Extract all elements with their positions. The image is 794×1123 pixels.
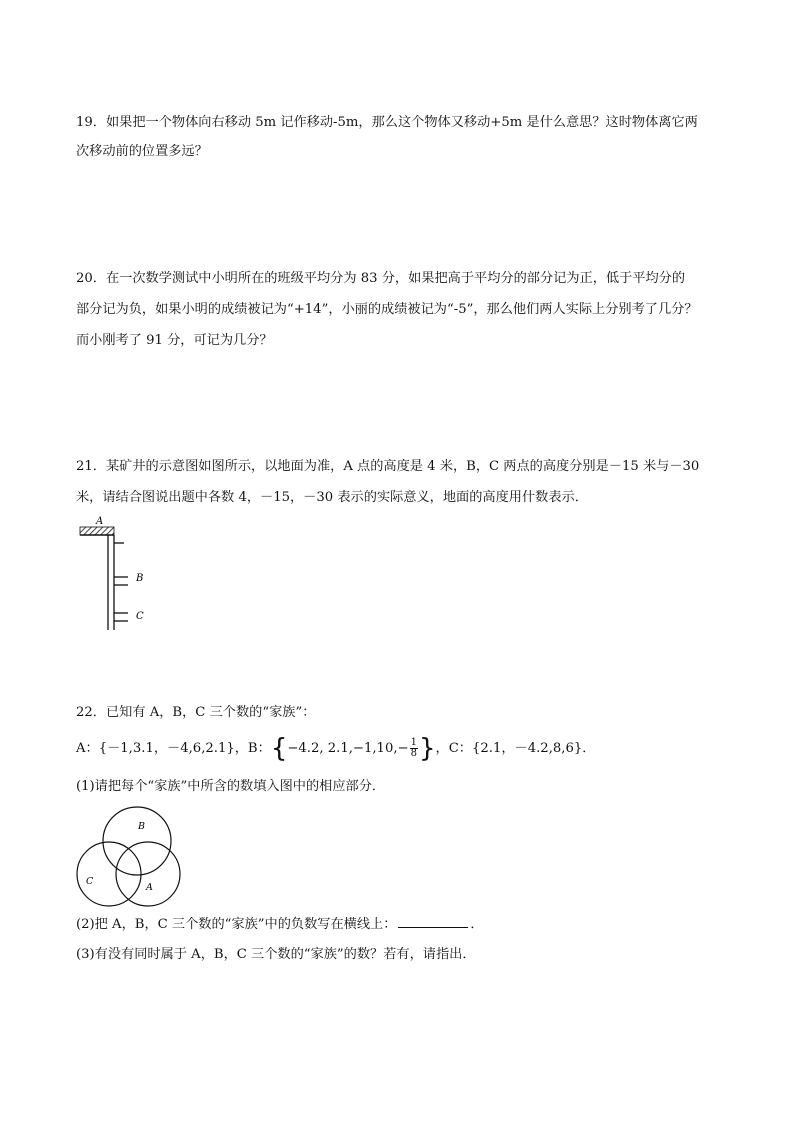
q22-sub-2 [76, 915, 484, 934]
q22-line-2 [76, 733, 596, 764]
q22-sub-1: (1)请把每个“家族”中所含的数填入图中的相应部分． [76, 779, 386, 794]
venn-circle-a [116, 842, 180, 906]
right-brace: } [418, 733, 436, 764]
venn-diagram [72, 804, 188, 908]
label-b: B [136, 573, 144, 584]
q21-line-1: 21．某矿井的示意图如图所示，以地面为准，A 点的高度是 4 米，B，C 两点的高度分别是－15 米与－30 [76, 459, 700, 474]
set-c: ，C：{2.1，－4.2,8,6}． [435, 741, 596, 756]
q20-line-1: 20．在一次数学测试中小明所在的班级平均分为 83 分，如果把高于平均分的部分记为正，低于平均分的 [76, 271, 686, 286]
q22-sub-2-end: ． [470, 917, 484, 932]
fraction-one-eighth [410, 738, 418, 759]
venn-label-a: A [146, 882, 153, 893]
q19-line-2: 次移动前的位置多远？ [76, 144, 208, 159]
q20-line-2: 部分记为负，如果小明的成绩被记为“+14”，小丽的成绩被记为“-5”，那么他们两人实际上分别考了几分？ [76, 302, 698, 317]
q20-line-3: 而小刚考了 91 分，可记为几分？ [76, 333, 273, 348]
label-a: A [96, 516, 104, 527]
venn-label-b: B [138, 821, 145, 832]
set-a-and-b-label: A：{－1,3.1，－4,6,2.1}，B： [76, 741, 271, 756]
left-brace: { [270, 733, 288, 764]
set-b-values: −4.2, 2.1,−1,10,− [287, 741, 409, 756]
label-c: C [136, 611, 144, 622]
q21-line-2: 米，请结合图说出题中各数 4，－15，－30 表示的实际意义，地面的高度用什数表示． [76, 490, 588, 505]
answer-blank[interactable] [398, 915, 468, 928]
fraction-numerator: 1 [410, 737, 417, 748]
q22-line-1: 22．已知有 A，B，C 三个数的“家族”： [76, 705, 316, 720]
q22-sub-2-text: (2)把 A，B，C 三个数的“家族”中的负数写在横线上： [76, 917, 397, 932]
fraction-denominator: 8 [410, 748, 417, 759]
q22-sub-3: (3)有没有同时属于 A，B，C 三个数的“家族”的数？若有，请指出． [76, 947, 476, 962]
venn-circle-b [103, 807, 171, 875]
ground-surface [80, 527, 114, 535]
q19-line-1: 19．如果把一个物体向右移动 5m 记作移动-5m，那么这个物体又移动+5m 是什么意思？这时物体离它两 [76, 115, 698, 130]
venn-label-c: C [86, 876, 94, 887]
mine-shaft-diagram [72, 512, 162, 636]
